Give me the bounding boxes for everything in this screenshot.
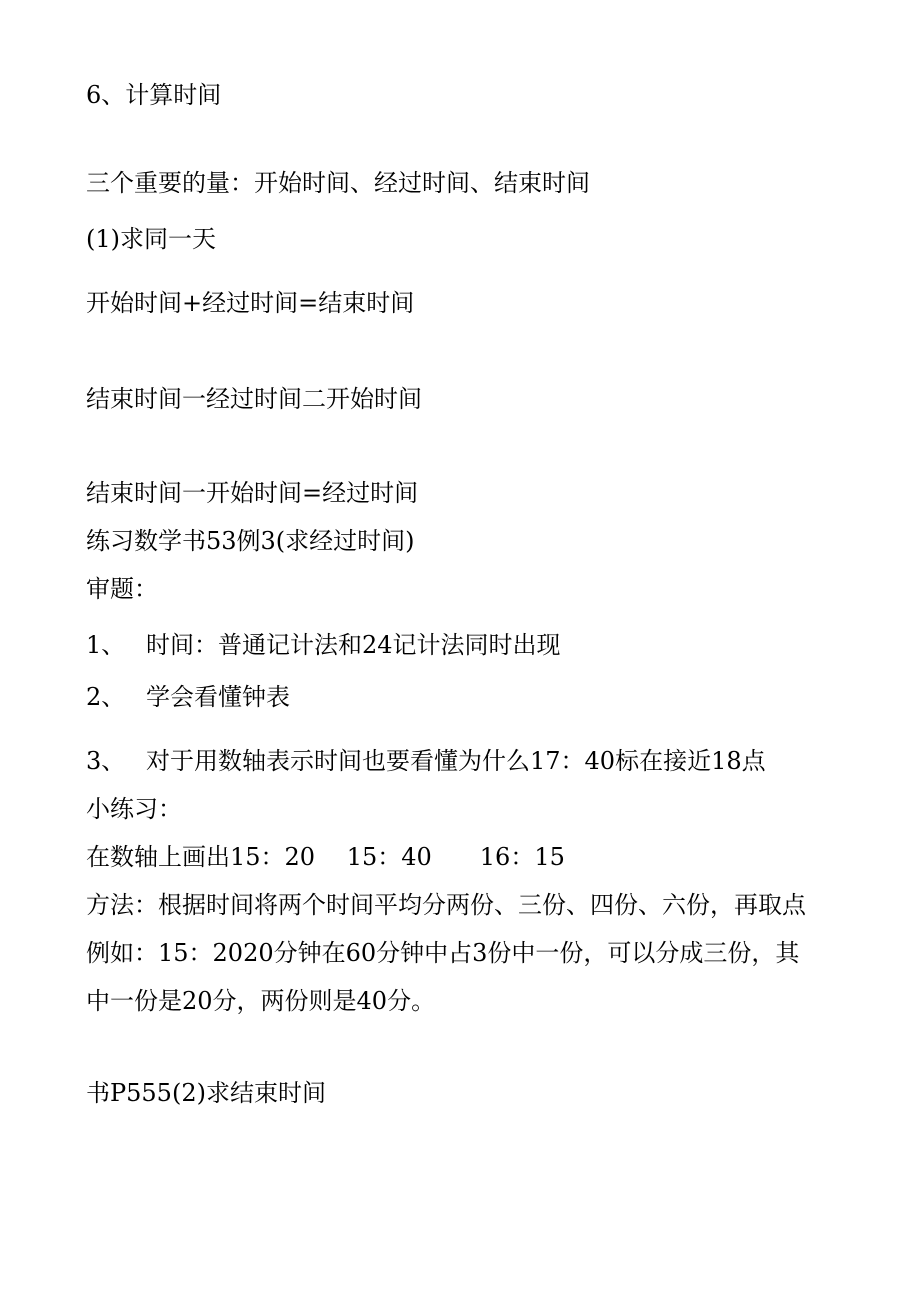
list-item-number: 3、 bbox=[86, 747, 126, 775]
formula-line-1: 开始时间+经过时间=结束时间 bbox=[86, 289, 415, 317]
list-item-text: 对于用数轴表示时间也要看懂为什么17：40标在接近18点 bbox=[146, 747, 766, 775]
section-heading: 6、计算时间 bbox=[86, 81, 222, 109]
numberline-task: 在数轴上画出15：20 15：40 16：15 bbox=[86, 843, 565, 871]
formula-line-2: 结束时间一经过时间二开始时间 bbox=[86, 385, 422, 413]
example-line-1: 例如：15：2020分钟在60分钟中占3份中一份，可以分成三份，其 bbox=[86, 939, 800, 967]
practice-line: 练习数学书53例3(求经过时间) bbox=[86, 527, 415, 555]
list-item-number: 1、 bbox=[86, 631, 126, 659]
list-item-text: 时间：普通记计法和24记计法同时出现 bbox=[146, 631, 561, 659]
list-item-text: 学会看懂钟表 bbox=[146, 683, 290, 711]
list-item bbox=[86, 746, 766, 776]
review-label: 审题： bbox=[86, 575, 158, 603]
list-item-number: 2、 bbox=[86, 683, 126, 711]
formula-line-3: 结束时间一开始时间=经过时间 bbox=[86, 479, 419, 507]
method-line: 方法：根据时间将两个时间平均分两份、三份、四份、六份，再取点 bbox=[86, 891, 806, 919]
book-reference: 书P555(2)求结束时间 bbox=[86, 1079, 326, 1107]
mini-practice-label: 小练习： bbox=[86, 795, 182, 823]
list-item bbox=[86, 682, 290, 712]
case-label: (1)求同一天 bbox=[86, 225, 216, 253]
list-item bbox=[86, 630, 561, 660]
example-line-2: 中一份是20分，两份则是40分。 bbox=[86, 987, 436, 1015]
intro-line: 三个重要的量：开始时间、经过时间、结束时间 bbox=[86, 169, 590, 197]
